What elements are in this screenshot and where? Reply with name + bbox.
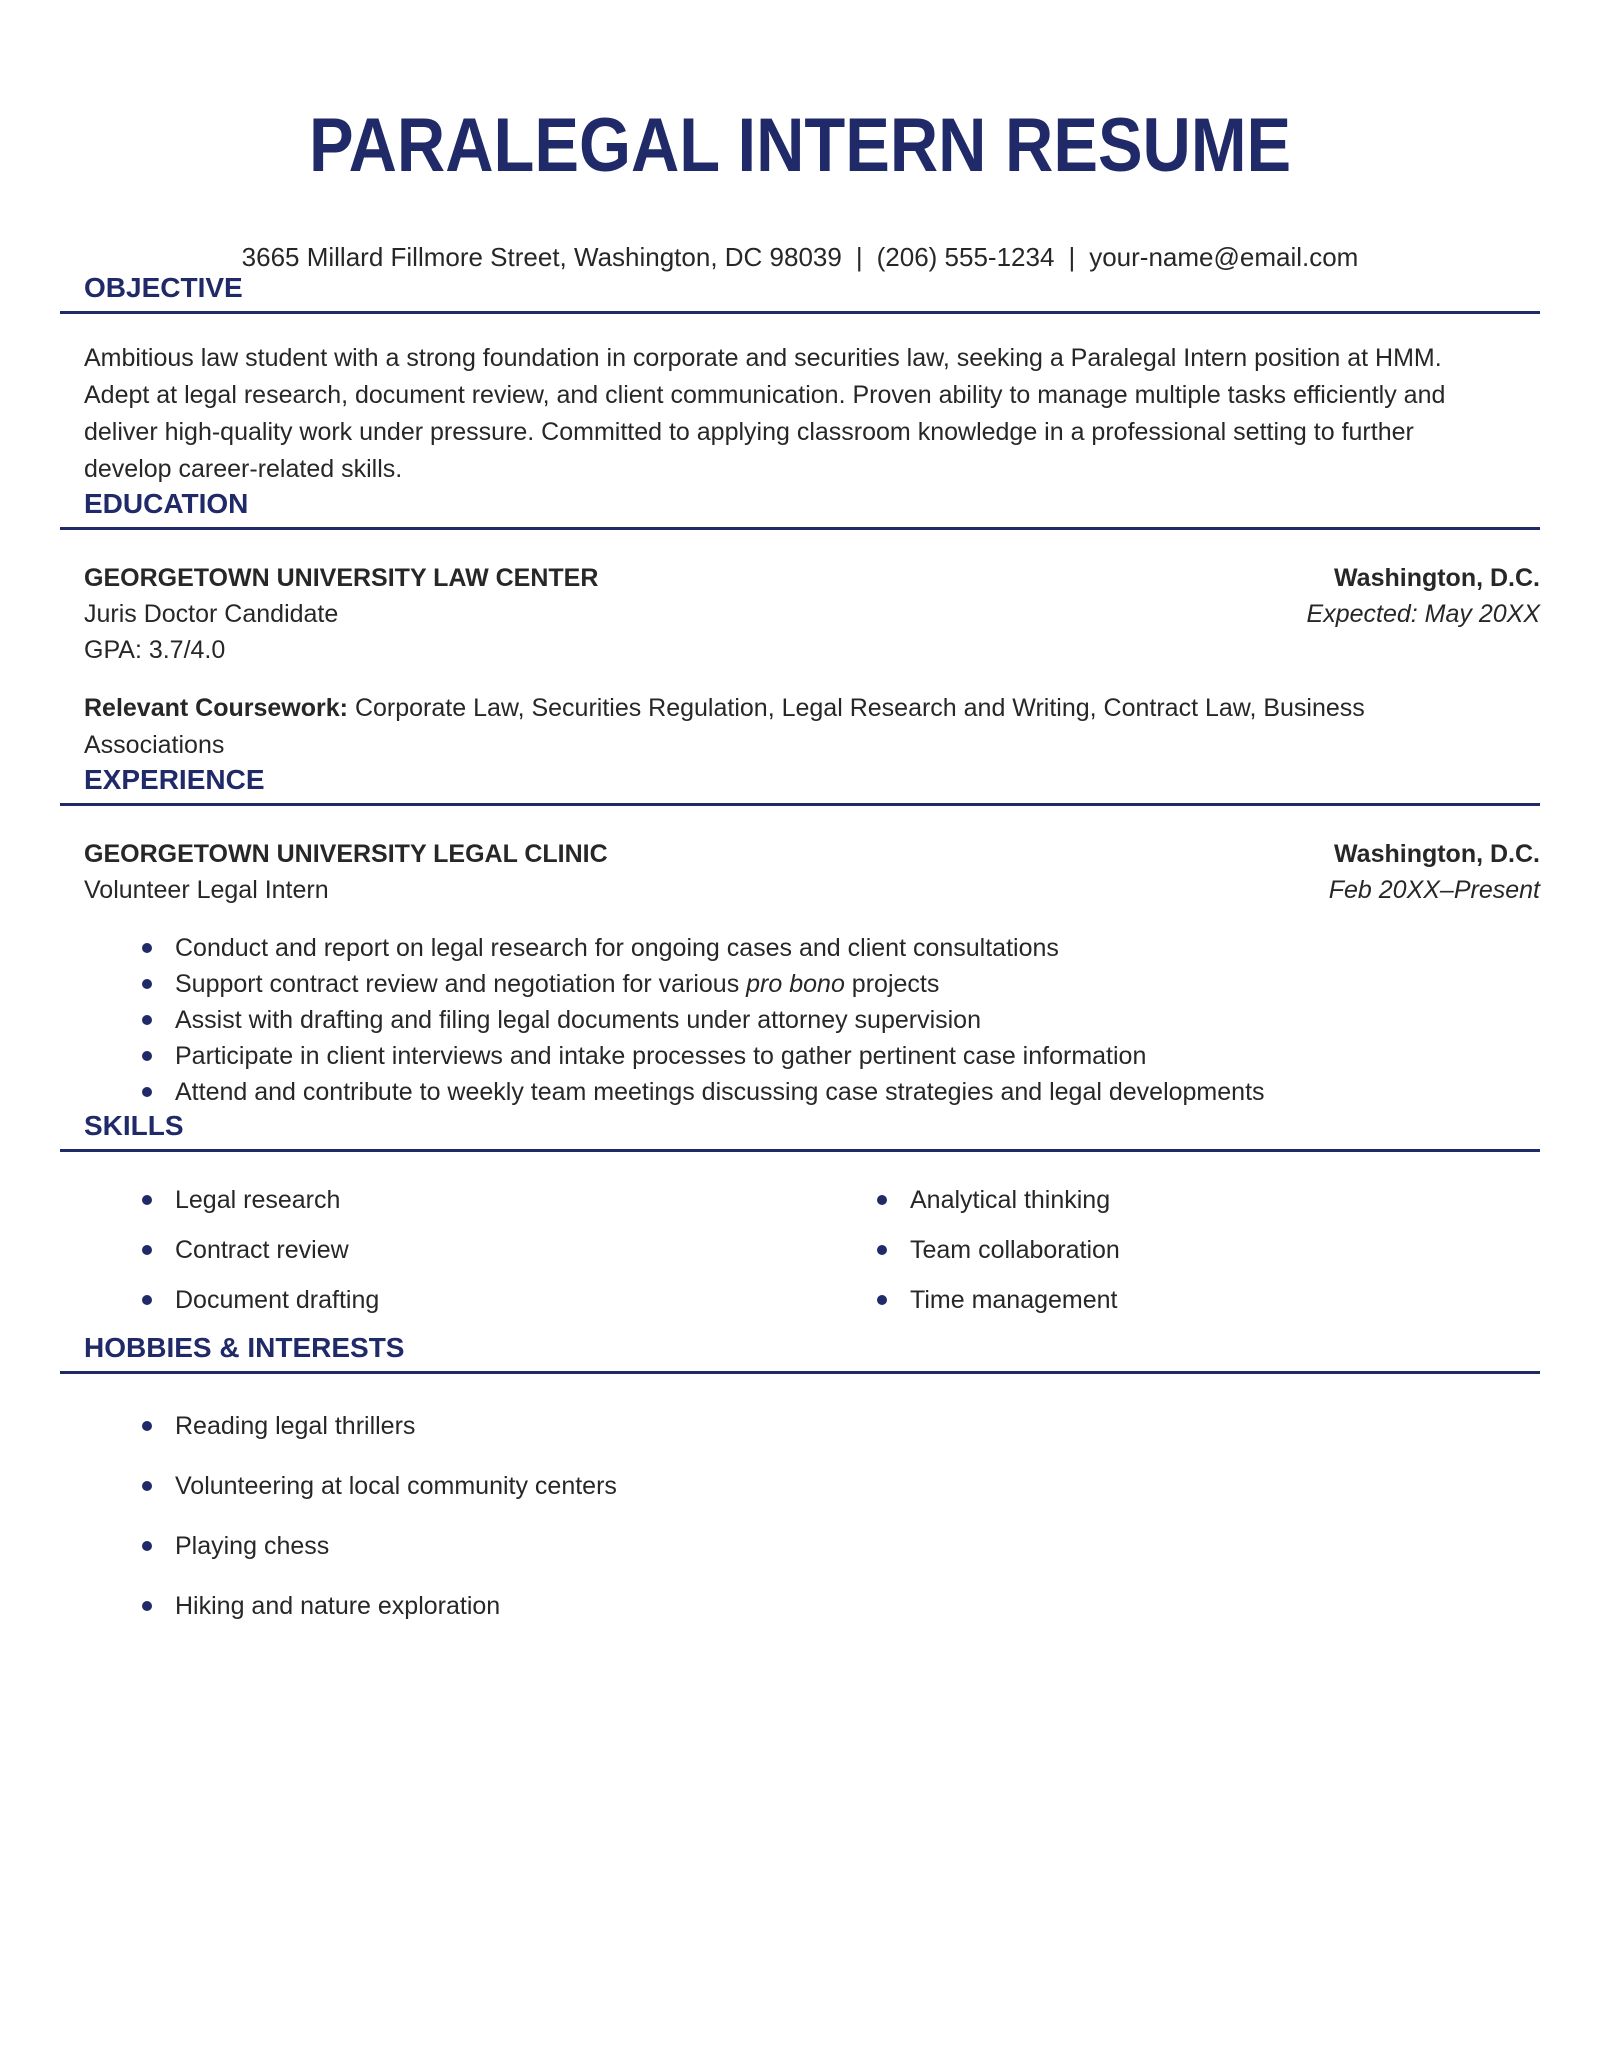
contact-separator: | — [1068, 242, 1076, 272]
coursework-label: Relevant Coursework: — [84, 694, 348, 722]
experience-bullet-italic-text: pro bono — [746, 970, 845, 998]
skill-text: Document drafting — [175, 1286, 380, 1314]
experience-location: Washington, D.C. — [1334, 840, 1540, 868]
skill-text: Legal research — [175, 1186, 341, 1214]
hobby-text: Hiking and nature exploration — [175, 1592, 501, 1620]
experience-entry — [60, 836, 1540, 908]
education-school: GEORGETOWN UNIVERSITY LAW CENTER — [84, 564, 599, 592]
contact-line — [60, 242, 1540, 272]
section-heading-education: EDUCATION — [60, 488, 1540, 530]
experience-bullet — [60, 930, 1540, 966]
education-school-row — [84, 560, 1540, 596]
skills-columns — [60, 1182, 1540, 1332]
page-title — [60, 104, 1540, 188]
experience-bullet-text: Assist with drafting and filing legal documents under attorney supervision — [175, 1006, 981, 1034]
hobby-text: Playing chess — [175, 1532, 330, 1560]
skill-item — [795, 1182, 1540, 1218]
experience-bullet-text: Participate in client interviews and intake processes to gather pertinent case information — [175, 1042, 1147, 1070]
skill-text: Time management — [910, 1286, 1118, 1314]
education-coursework — [84, 690, 1504, 764]
hobby-text: Reading legal thrillers — [175, 1412, 416, 1440]
experience-role: Volunteer Legal Intern — [84, 876, 329, 904]
experience-bullet-text: Support contract review and negotiation for various — [175, 970, 747, 998]
experience-bullet — [60, 966, 1540, 1002]
section-heading-experience: EXPERIENCE — [60, 764, 1540, 806]
experience-bullet — [60, 1002, 1540, 1038]
page-title-text: PARALEGAL INTERN RESUME — [308, 103, 1292, 188]
education-gpa-row — [84, 632, 1540, 668]
experience-employer: GEORGETOWN UNIVERSITY LEGAL CLINIC — [84, 840, 608, 868]
experience-bullet-list — [60, 930, 1540, 1110]
skill-item — [60, 1182, 795, 1218]
education-degree-row — [84, 596, 1540, 632]
experience-role-row — [84, 872, 1540, 908]
section-heading-hobbies: HOBBIES & INTERESTS — [60, 1332, 1540, 1374]
skill-item — [795, 1232, 1540, 1268]
section-heading-objective: OBJECTIVE — [60, 272, 1540, 314]
skill-text: Analytical thinking — [910, 1186, 1111, 1214]
education-gpa: GPA: 3.7/4.0 — [84, 636, 226, 664]
contact-address: 3665 Millard Fillmore Street, Washington, DC 98039 — [241, 242, 842, 272]
skills-list-left — [60, 1182, 795, 1332]
education-location: Washington, D.C. — [1334, 564, 1540, 592]
experience-bullet-text: Conduct and report on legal research for ongoing cases and client consultations — [175, 934, 1059, 962]
experience-bullet — [60, 1038, 1540, 1074]
contact-email: your-name@email.com — [1089, 242, 1359, 272]
hobbies-list — [60, 1408, 1540, 1624]
skill-item — [795, 1282, 1540, 1318]
education-date: Expected: May 20XX — [1306, 600, 1540, 628]
coursework-text: Corporate Law, Securities Regulation, Legal Research and Writing, Contract Law, Business Associations — [84, 694, 1365, 759]
hobby-item — [60, 1528, 1540, 1564]
hobby-item — [60, 1408, 1540, 1444]
skill-item — [60, 1232, 795, 1268]
skill-text: Contract review — [175, 1236, 349, 1264]
experience-employer-row — [84, 836, 1540, 872]
experience-dates: Feb 20XX–Present — [1328, 876, 1540, 904]
contact-separator: | — [855, 242, 863, 272]
objective-text: Ambitious law student with a strong foundation in corporate and securities law, seeking a Paralegal Intern position at HMM. Adept at legal research, document review, and client communication. Proven ability to manage multiple tasks efficiently and deliver high-quality work under pressure. Committed to applying classroom knowledge in a professional setting to further develop career-related skills. — [84, 344, 1446, 483]
hobby-item — [60, 1468, 1540, 1504]
education-degree: Juris Doctor Candidate — [84, 600, 339, 628]
experience-bullet — [60, 1074, 1540, 1110]
skills-list-right — [795, 1182, 1540, 1332]
contact-phone: (206) 555-1234 — [876, 242, 1055, 272]
experience-bullet-text: projects — [844, 970, 940, 998]
skill-item — [60, 1282, 795, 1318]
hobby-item — [60, 1588, 1540, 1624]
experience-bullet-text: Attend and contribute to weekly team meetings discussing case strategies and legal developments — [175, 1078, 1265, 1106]
section-heading-skills: SKILLS — [60, 1110, 1540, 1152]
skill-text: Team collaboration — [910, 1236, 1120, 1264]
education-entry — [60, 560, 1540, 764]
hobby-text: Volunteering at local community centers — [175, 1472, 617, 1500]
